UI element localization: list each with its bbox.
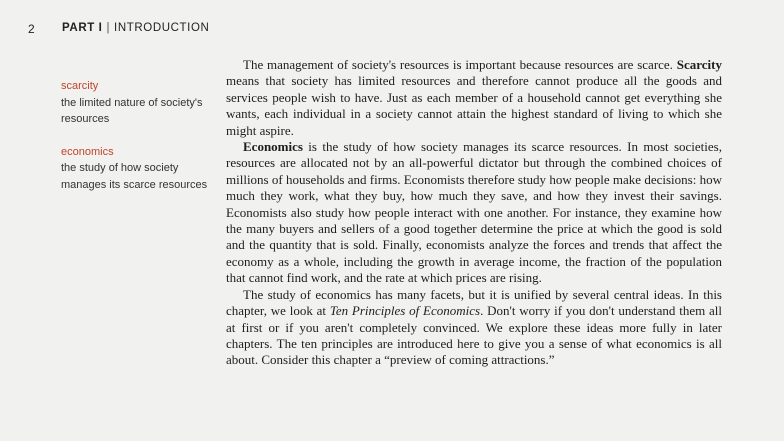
paragraph-text: means that society has limited resources and therefore cannot produce all the goods and services people wish to have. Just as each member of a household cannot get everything she wants, each individual in a society cannot attain the highest standard of living to which she might aspire. <box>226 73 722 138</box>
key-term-economics: Economics <box>243 139 303 155</box>
running-header <box>62 22 209 34</box>
chapter-title-reference: Ten Principles of Economics <box>329 303 481 319</box>
glossary-term: scarcity <box>61 80 99 92</box>
glossary-entry-economics <box>61 144 211 194</box>
glossary-entry-scarcity <box>61 78 211 128</box>
header-separator: | <box>106 22 111 34</box>
paragraph-text: The study of economics has many facets, but it is unified by several central ideas. In this chapter, we look at <box>226 286 722 319</box>
part-title: INTRODUCTION <box>114 22 210 34</box>
paragraph-text: The management of society's resources is important because resources are scarce. <box>243 57 677 72</box>
paragraph-overview <box>226 287 722 369</box>
main-body-text <box>226 57 722 369</box>
paragraph-text: is the study of how society manages its scarce resources. In most societies, resources are allocated not by an all-powerful dictator but through the combined choices of millions of households and firms. Economists therefore study how people make decisions: how much they work, what they buy, how much they save, and how they invest their savings. Economists also study how people interact with one another. For instance, they examine how the many buyers and sellers of a good together determine the price at which the good is sold and the quantity that is sold. Finally, economists analyze the forces and trends that affect the economy as a whole, including the growth in average income, the fraction of the population that cannot find work, and the rate at which prices are rising. <box>226 139 722 286</box>
paragraph-economics <box>226 139 722 287</box>
glossary-definition: the study of how society manages its scarce resources <box>61 162 208 191</box>
key-term-scarcity: Scarcity <box>676 57 722 72</box>
glossary-term: economics <box>61 145 114 158</box>
part-label: PART I <box>62 22 103 34</box>
paragraph-scarcity <box>226 57 722 139</box>
page-number: 2 <box>28 22 35 36</box>
paragraph-text: . Don't worry if you don't understand them all at first or if you aren't completely convinced. We explore these ideas more fully in later chapters. The ten principles are introduced here to give you a sense of what economics is all about. Consider this chapter a “preview of coming attractions.” <box>226 303 722 368</box>
margin-glossary <box>61 78 211 209</box>
glossary-definition: the limited nature of society's resources <box>61 96 203 125</box>
